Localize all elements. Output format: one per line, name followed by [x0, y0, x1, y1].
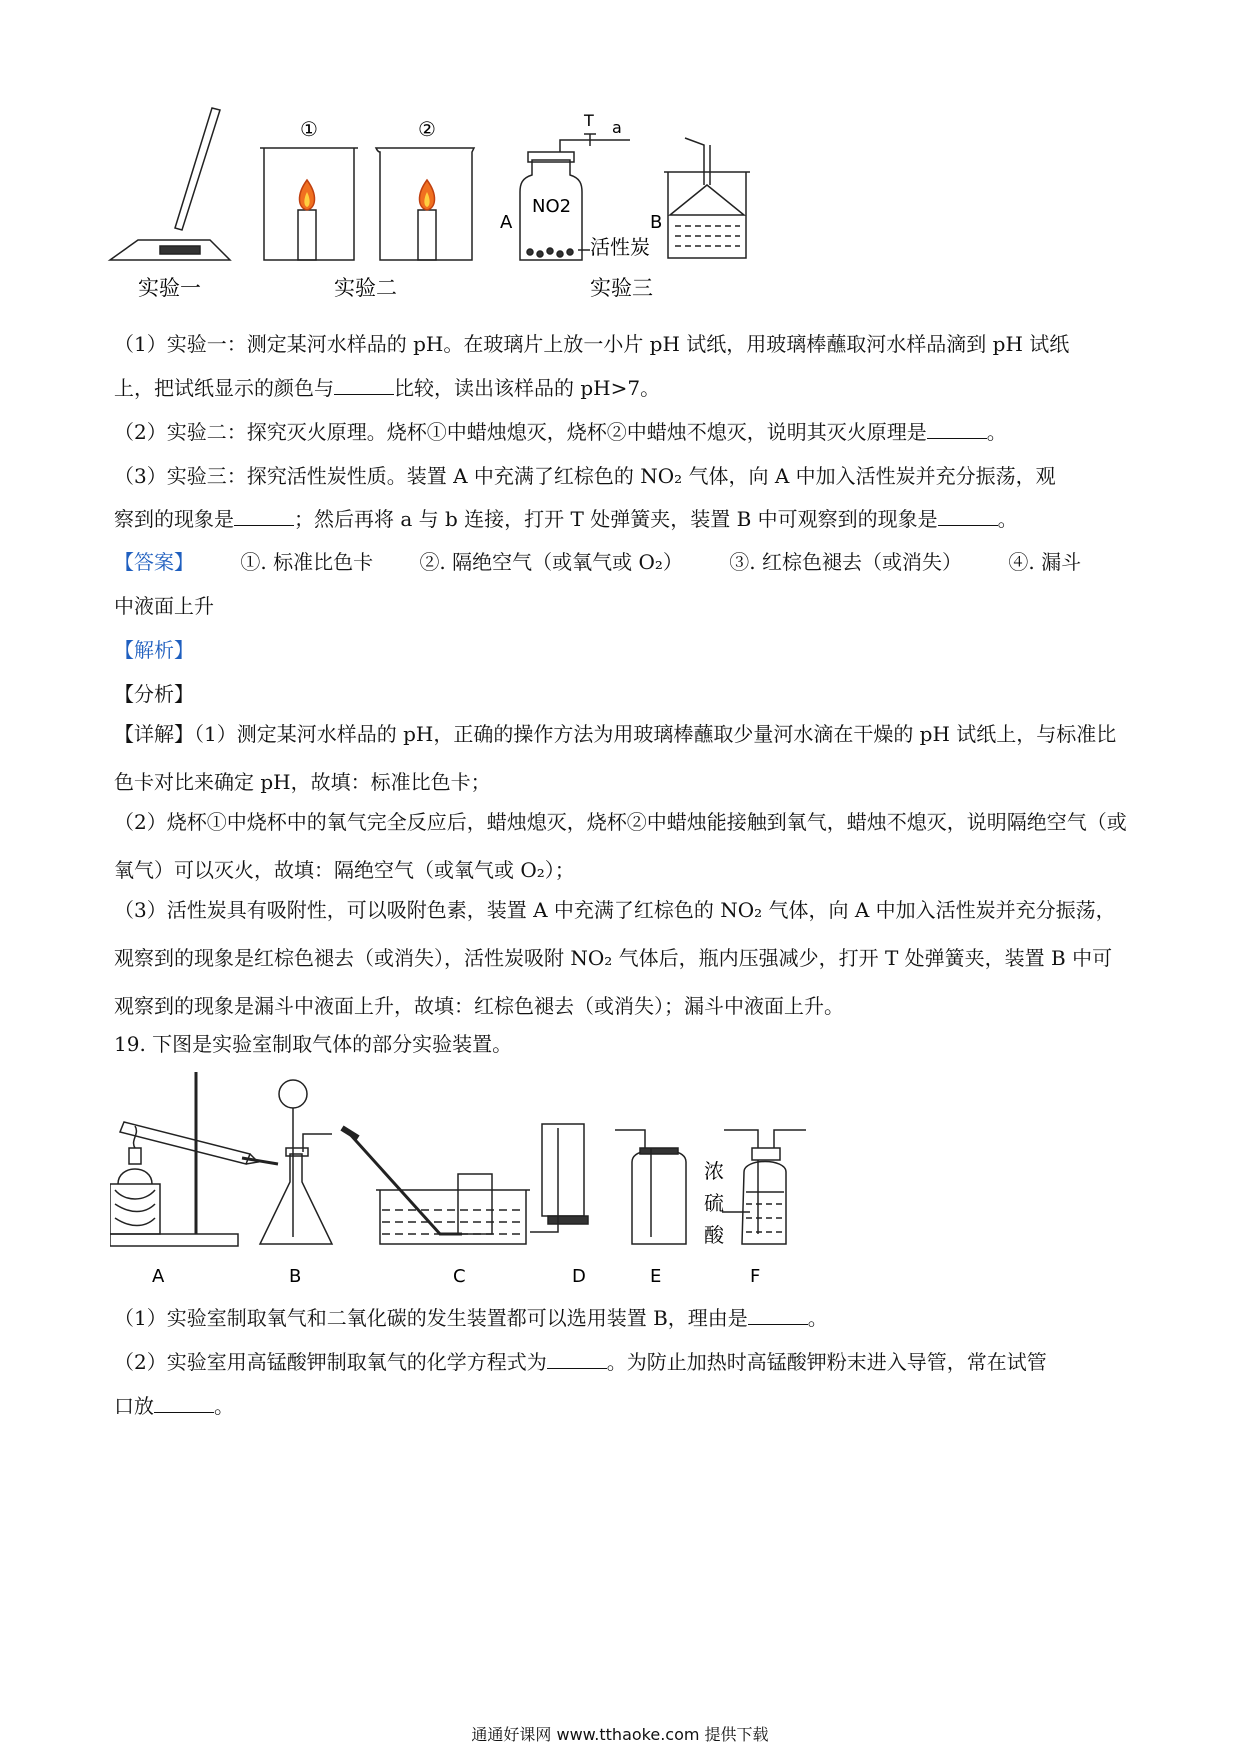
apparatus-e: [615, 1130, 686, 1244]
q19-p2-text-a: （2）实验室用高锰酸钾制取氧气的化学方程式为: [114, 1350, 547, 1374]
detail-3: （3）活性炭具有吸附性，可以吸附色素，装置 A 中充满了红棕色的 NO₂ 气体，向 A 中加入活性炭并充分振荡，观察到的现象是红棕色褪去（或消失），活性炭吸附 NO₂ 气体后，瓶内压强减少，打开 T 处弹簧夹，装置 B 中可观察到的现象是漏斗中液面上升，故填：红棕色褪去（或消失）；漏斗中液面上升。: [114, 898, 1116, 1018]
q19-part1: [114, 1302, 828, 1331]
q18-part2: [114, 416, 1007, 445]
answer-tag: 【答案】: [114, 550, 194, 574]
answer-blank: [154, 1398, 214, 1413]
analysis-tag: 【解析】: [114, 638, 194, 662]
q18-part1-line2: [114, 372, 660, 401]
q18-part3-line2: [114, 503, 1018, 532]
answer-blank: [334, 380, 394, 395]
answer-blank: [938, 511, 998, 526]
q19-part2-line2: [114, 1390, 234, 1419]
q18-part3-line1: （3）实验三：探究活性炭性质。装置 A 中充满了红棕色的 NO₂ 气体，向 A 中加入活性炭并充分振荡，观: [114, 464, 1056, 488]
answer-1: ①. 标准比色卡: [240, 550, 374, 574]
q18-p3-text-b: 察到的现象是: [114, 507, 234, 531]
label-b: B: [289, 1266, 302, 1287]
experiment-figure-2: [110, 1072, 910, 1302]
carbon-label: 活性炭: [590, 235, 650, 259]
apparatus-d: [530, 1124, 588, 1232]
q18-p3-text-d: 。: [997, 507, 1018, 531]
label-e: E: [650, 1266, 662, 1287]
label-d: D: [572, 1266, 586, 1287]
answer-blank: [547, 1354, 607, 1369]
acid-label-1: 浓: [704, 1159, 724, 1183]
beaker-b-funnel: [664, 138, 750, 258]
answer-blank: [927, 424, 987, 439]
fenxi-tag: 【分析】: [114, 682, 194, 706]
page-footer: 通通好课网 www.tthaoke.com 提供下载: [471, 1725, 769, 1744]
q19-p2-text-c: 口放: [114, 1394, 154, 1418]
q19-p1-text-a: （1）实验室制取氧气和二氧化碳的发生装置都可以选用装置 B，理由是: [114, 1306, 748, 1330]
valve-t-label: T: [584, 111, 594, 130]
label-f: F: [750, 1266, 761, 1287]
exp1-caption: 实验一: [138, 276, 201, 300]
q19-p1-text-b: 。: [807, 1306, 828, 1330]
exp3-caption: 实验三: [590, 276, 653, 300]
cup-1-label: ①: [300, 117, 318, 141]
detail-tag: 【详解】: [114, 722, 194, 746]
tube-a-label: a: [612, 118, 622, 137]
detail-2: （2）烧杯①中烧杯中的氧气完全反应后，蜡烛熄灭，烧杯②中蜡烛能接触到氧气，蜡烛不熄灭，说明隔绝空气（或氧气）可以灭火，故填：隔绝空气（或氧气或 O₂）；: [114, 810, 1127, 882]
beaker-b-letter: B: [650, 212, 663, 233]
q18-p1-text-b: 上，把试纸显示的颜色与: [114, 376, 334, 400]
answer-3: ③. 红棕色褪去（或消失）: [729, 550, 963, 574]
answer-blank: [234, 511, 294, 526]
beaker-2: [376, 148, 474, 260]
exp2-caption: 实验二: [334, 276, 397, 300]
detail-1-text: （1）测定某河水样品的 pH，正确的操作方法为用玻璃棒蘸取少量河水滴在干燥的 pH 试纸上，与标准比色卡对比来确定 pH，故填：标准比色卡；: [114, 722, 1117, 794]
glass-rod-plate: [110, 108, 230, 260]
q18-p2-text-b: 。: [986, 420, 1007, 444]
q19-p2-text-d: 。: [214, 1394, 234, 1418]
experiment-figure-1: [100, 100, 780, 310]
answer-blank: [748, 1310, 808, 1325]
acid-label-2: 硫: [704, 1191, 724, 1215]
beaker-1: [260, 148, 358, 260]
q19-p2-text-b: 。为防止加热时高锰酸钾粉末进入导管，常在试管: [606, 1350, 1047, 1374]
label-c: C: [453, 1266, 466, 1287]
q19-part2-line1: [114, 1346, 1047, 1375]
q18-p2-text-a: （2）实验二：探究灭火原理。烧杯①中蜡烛熄灭，烧杯②中蜡烛不熄灭，说明其灭火原理是: [114, 420, 927, 444]
cup-2-label: ②: [418, 117, 436, 141]
answer-line: [114, 546, 1081, 575]
detail-1: [114, 710, 1130, 806]
q18-part1-line1: （1）实验一：测定某河水样品的 pH。在玻璃片上放一小片 pH 试纸，用玻璃棒蘸取河水样品滴到 pH 试纸: [114, 332, 1070, 356]
bottle-a-letter: A: [500, 212, 513, 233]
label-a: A: [152, 1266, 165, 1287]
acid-label-3: 酸: [704, 1223, 724, 1247]
q19-title: 19. 下图是实验室制取气体的部分实验装置。: [114, 1032, 513, 1056]
answer-2: ②. 隔绝空气（或氧气或 O₂）: [419, 550, 683, 574]
answer-4: ④. 漏斗: [1008, 550, 1082, 574]
q18-p3-text-c: ；然后再将 a 与 b 连接，打开 T 处弹簧夹，装置 B 中可观察到的现象是: [294, 507, 938, 531]
apparatus-c: [342, 1128, 530, 1244]
q18-p1-text-c: 比较，读出该样品的 pH>7。: [394, 376, 661, 400]
apparatus-f: [722, 1130, 806, 1244]
answer-line-2: 中液面上升: [114, 594, 214, 618]
apparatus-a: [110, 1072, 278, 1246]
no2-label: NO2: [532, 196, 572, 217]
